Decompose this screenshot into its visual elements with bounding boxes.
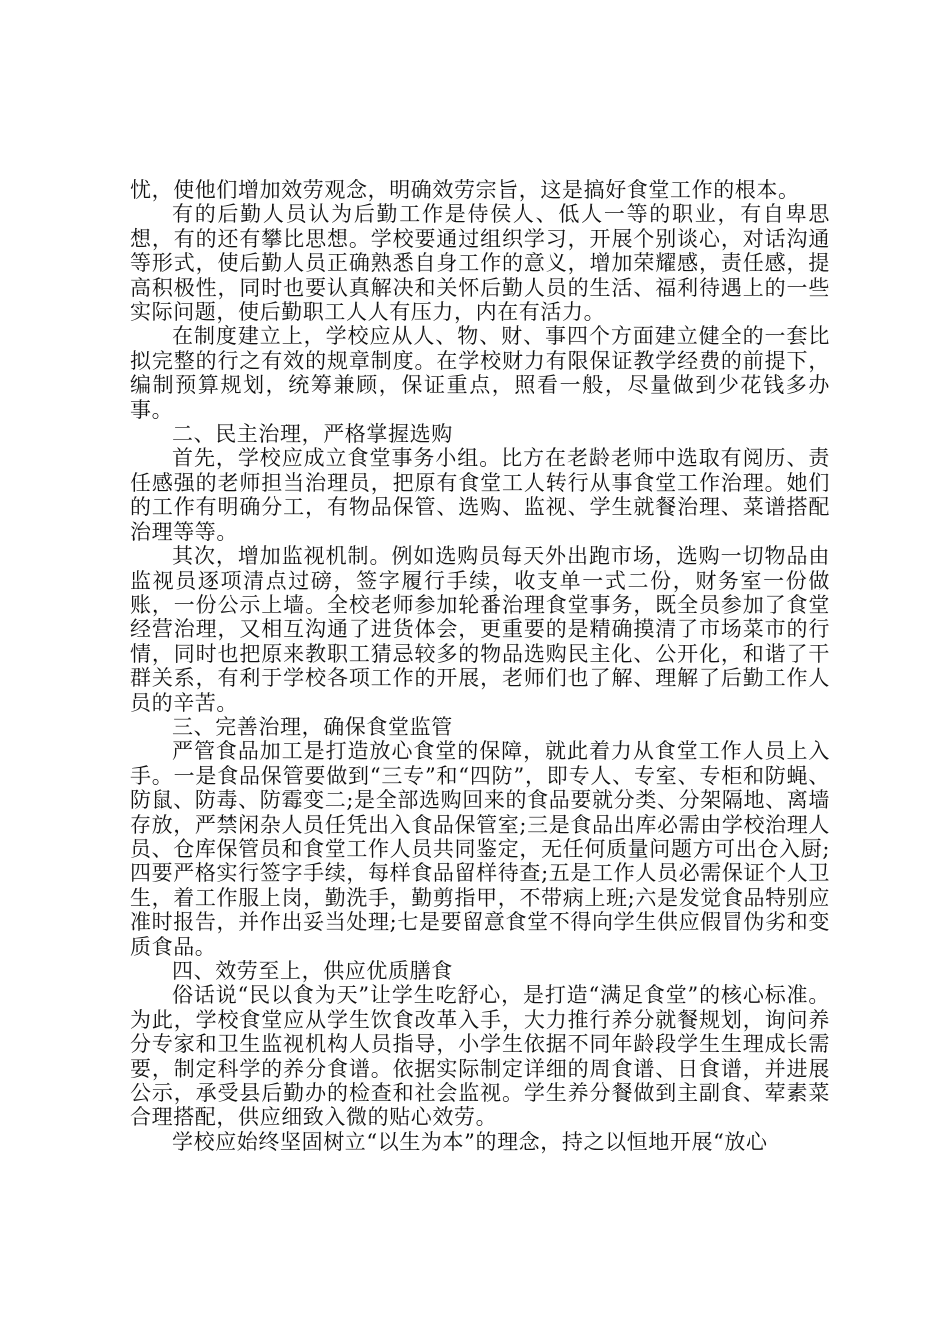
paragraph-8: 学校应始终坚固树立“以生为本”的理念，持之以恒地开展“放心	[172, 1129, 768, 1154]
paragraph-1: 忧，使他们增加效劳观念，明确效劳宗旨，这是搞好食堂工作的根本。	[130, 178, 800, 202]
paragraph-2: 有的后勤人员认为后勤工作是侍侯人、低人一等的职业，有自卑思想，有的还有攀比思想。学校要通过组织学习，开展个别谈心，对话沟通等形式，使后勤人员正确熟悉自身工作的意义，增加荣耀感，责任感，提高积极性，同时也要认真解决和关怀后勤人员的生活、福利待遇上的一些实际问题，使后勤职工人人有压力，内在有活力。	[130, 202, 830, 325]
section-heading-3: 三、完善治理，确保食堂监管	[172, 714, 453, 739]
paragraph-6: 严管食品加工是打造放心食堂的保障，就此着力从食堂工作人员上入手。一是食品保管要做到“三专”和“四防”，即专人、专室、专柜和防蝇、防鼠、防毒、防霉变二;是全部选购回来的食品要就分类、分架隔地、离墙存放，严禁闲杂人员任凭出入食品保管室;三是食品出库必需由学校治理人员、仓库保管员和食堂工作人员共同鉴定，无任何质量问题方可出仓入厨;四要严格实行签字手续，每样食品留样待查;五是工作人员必需保证个人卫生，着工作服上岗，勤洗手，勤剪指甲，不带病上班;六是发觉食品特别应准时报告，并作出妥当处理;七是要留意食堂不得向学生供应假冒伪劣和变质食品。	[130, 739, 830, 959]
section-heading-4: 四、效劳至上，供应优质膳食	[172, 959, 453, 983]
paragraph-4: 首先，学校应成立食堂事务小组。比方在老龄老师中选取有阅历、责任感强的老师担当治理员，把原有食堂工人转行从事食堂工作治理。她们的工作有明确分工，有物品保管、选购、监视、学生就餐治理、菜谱搭配治理等等。	[130, 446, 830, 544]
paragraph-7: 俗话说“民以食为天”让学生吃舒心，是打造“满足食堂”的核心标准。为此，学校食堂应从学生饮食改革入手，大力推行养分就餐规划，询问养分专家和卫生监视机构人员指导，小学生依据不同年龄段学生生理成长需要，制定科学的养分食谱。依据实际制定详细的周食谱、日食谱，并进展公示，承受县后勤办的检查和社会监视。学生养分餐做到主副食、荤素菜合理搭配，供应细致入微的贴心效劳。	[130, 983, 830, 1130]
paragraph-3: 在制度建立上，学校应从人、物、财、事四个方面建立健全的一套比拟完整的行之有效的规章制度。在学校财力有限保证教学经费的前提下，编制预算规划，统筹兼顾，保证重点，照看一般，尽量做到少花钱多办事。	[130, 324, 830, 422]
section-heading-2: 二、民主治理，严格掌握选购	[172, 422, 453, 447]
document-body	[130, 178, 830, 1154]
paragraph-5: 其次，增加监视机制。例如选购员每天外出跑市场，选购一切物品由监视员逐项清点过磅，签字履行手续，收支单一式二份，财务室一份做账，一份公示上墙。全校老师参加轮番治理食堂事务，既全员参加了食堂经营治理，又相互沟通了进货体会，更重要的是精确摸清了市场菜市的行情，同时也把原来教职工猜忌较多的物品选购民主化、公开化，和谐了干群关系，有利于学校各项工作的开展，老师们也了解、理解了后勤工作人员的辛苦。	[130, 544, 830, 715]
